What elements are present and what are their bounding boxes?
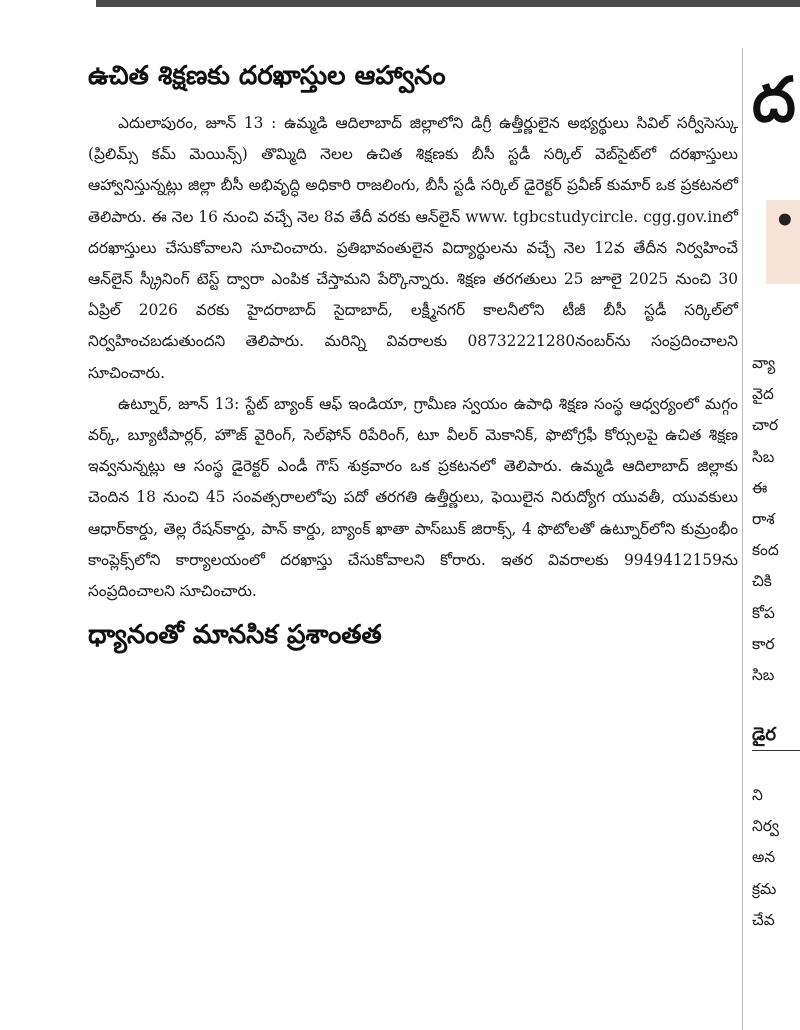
right-line: రాశ	[752, 510, 775, 529]
right-line: వైద	[752, 385, 774, 404]
page-top-bar	[96, 0, 800, 7]
right-article-column	[752, 60, 800, 1030]
article-paragraph-2: ఉట్నూర్, జూన్ 13: స్టేట్ బ్యాంక్ ఆఫ్ ఇండియా, గ్రామీణ స్వయం ఉపాధి శిక్షణ సంస్థ ఆధ్వర్యంలో మగ్గం వర్క్, బ్యూటీపార్లర్, హౌజ్ వైరింగ్, సెల్‌ఫోన్ రిపేరింగ్, టూ వీలర్ మెకానిక్, ఫొటోగ్రఫీ కోర్సులపై ఉచిత శిక్షణ ఇవ్వనున్నట్లు ఆ సంస్థ డైరెక్టర్ ఎండీ గౌస్ శుక్రవారం ఒక ప్రకటనలో తెలిపారు. ఉమ్మడి ఆదిలాబాద్ జిల్లాకు చెందిన 18 నుంచి 45 సంవత్సరాలలోపు పదో తరగతి ఉత్తీర్ణులు, ఫెయిలైన నిరుద్యోగ యువతీ, యువకులు ఆధార్‌కార్డు, తెల్ల రేషన్‌కార్డు, పాన్ కార్డు, బ్యాంక్ ఖాతా పాస్‌బుక్ జిరాక్స్, 4 ఫొటోలతో ఉట్నూర్‌లోని కుమ్రంభీం కాంప్లెక్స్‌లోని కార్యాలయంలో దరఖాస్తు చేసుకోవాలని కోరారు. ఇతర వివరాలకు 9949412159ను సంప్రదించాలని సూచించారు.	[88, 394, 738, 601]
article-headline: ఉచిత శిక్షణకు దరఖాస్తుల ఆహ్వానం	[88, 61, 446, 91]
right-line: కంద	[752, 541, 779, 560]
right-text-lines	[752, 348, 800, 691]
next-article-headline: ధ్యానంతో మానసిక ప్రశాంతత	[88, 620, 382, 651]
right-line: చేవ	[752, 910, 775, 929]
right-box-bullet: •	[774, 201, 796, 241]
right-line: సిబ	[752, 666, 775, 685]
right-headline-fragment: ద	[752, 63, 796, 136]
right-highlight-box	[766, 200, 800, 284]
right-line: క్రమ	[752, 879, 777, 898]
right-text-lines-2	[752, 780, 800, 936]
right-line: ఈ	[752, 478, 768, 497]
right-line: కార	[752, 634, 775, 653]
right-line: నిర్వ	[752, 817, 779, 836]
right-line: చార	[752, 416, 779, 435]
right-line: అన	[752, 848, 776, 867]
column-divider	[742, 48, 743, 1030]
right-line: ని	[752, 786, 763, 804]
right-line: చికి	[752, 572, 772, 591]
right-line: సిబ	[752, 447, 775, 466]
main-article-column	[88, 58, 738, 653]
article-paragraph-1: ఎదులాపురం, జూన్ 13 : ఉమ్మడి ఆదిలాబాద్ జిల్లాలోని డిగ్రీ ఉత్తీర్ణులైన అభ్యర్థులు సివిల్ సర్వీసెస్కు (ప్రిలిమ్స్ కమ్ మెయిన్స్) తొమ్మిది నెలల ఉచిత శిక్షణకు బీసీ స్టడీ సర్కిల్ వెబ్‌సైట్‌లో దరఖాస్తులు ఆహ్వానిస్తున్నట్లు జిల్లా బీసీ అభివృద్ధి అధికారి రాజలింగు, బీసీ స్టడీ సర్కిల్ డైరెక్టర్ ప్రవీణ్ కుమార్ ఒక ప్రకటనలో తెలిపారు. ఈ నెల 16 నుంచి వచ్చే నెల 8వ తేదీ వరకు ఆన్‌లైన్ www. tgbcstudycircle. cgg.gov.inలో దరఖాస్తులు చేసుకోవాలని సూచించారు. ప్రతిభావంతులైన విద్యార్థులను వచ్చే నెల 12వ తేదీన నిర్వహించే ఆన్‌లైన్ స్క్రీనింగ్ టెస్ట్ ద్వారా ఎంపిక చేస్తామని పేర్కొన్నారు. శిక్షణ తరగతులు 25 జూలై 2025 నుంచి 30 ఏప్రిల్ 2026 వరకు హైదరాబాద్ సైదాబాద్, లక్ష్మీనగర్ కాలనీలోని టీజీ బీసీ స్టడీ సర్కిల్‌లో నిర్వహించబడుతుందని తెలిపారు. మరిన్ని వివరాలకు 08732221280నంబర్‌ను సంప్రదించాలని సూచించారు.	[88, 114, 738, 382]
right-line: వ్యా	[752, 354, 776, 372]
right-line: కోప	[752, 603, 775, 622]
right-subheading: డైర	[752, 720, 800, 751]
